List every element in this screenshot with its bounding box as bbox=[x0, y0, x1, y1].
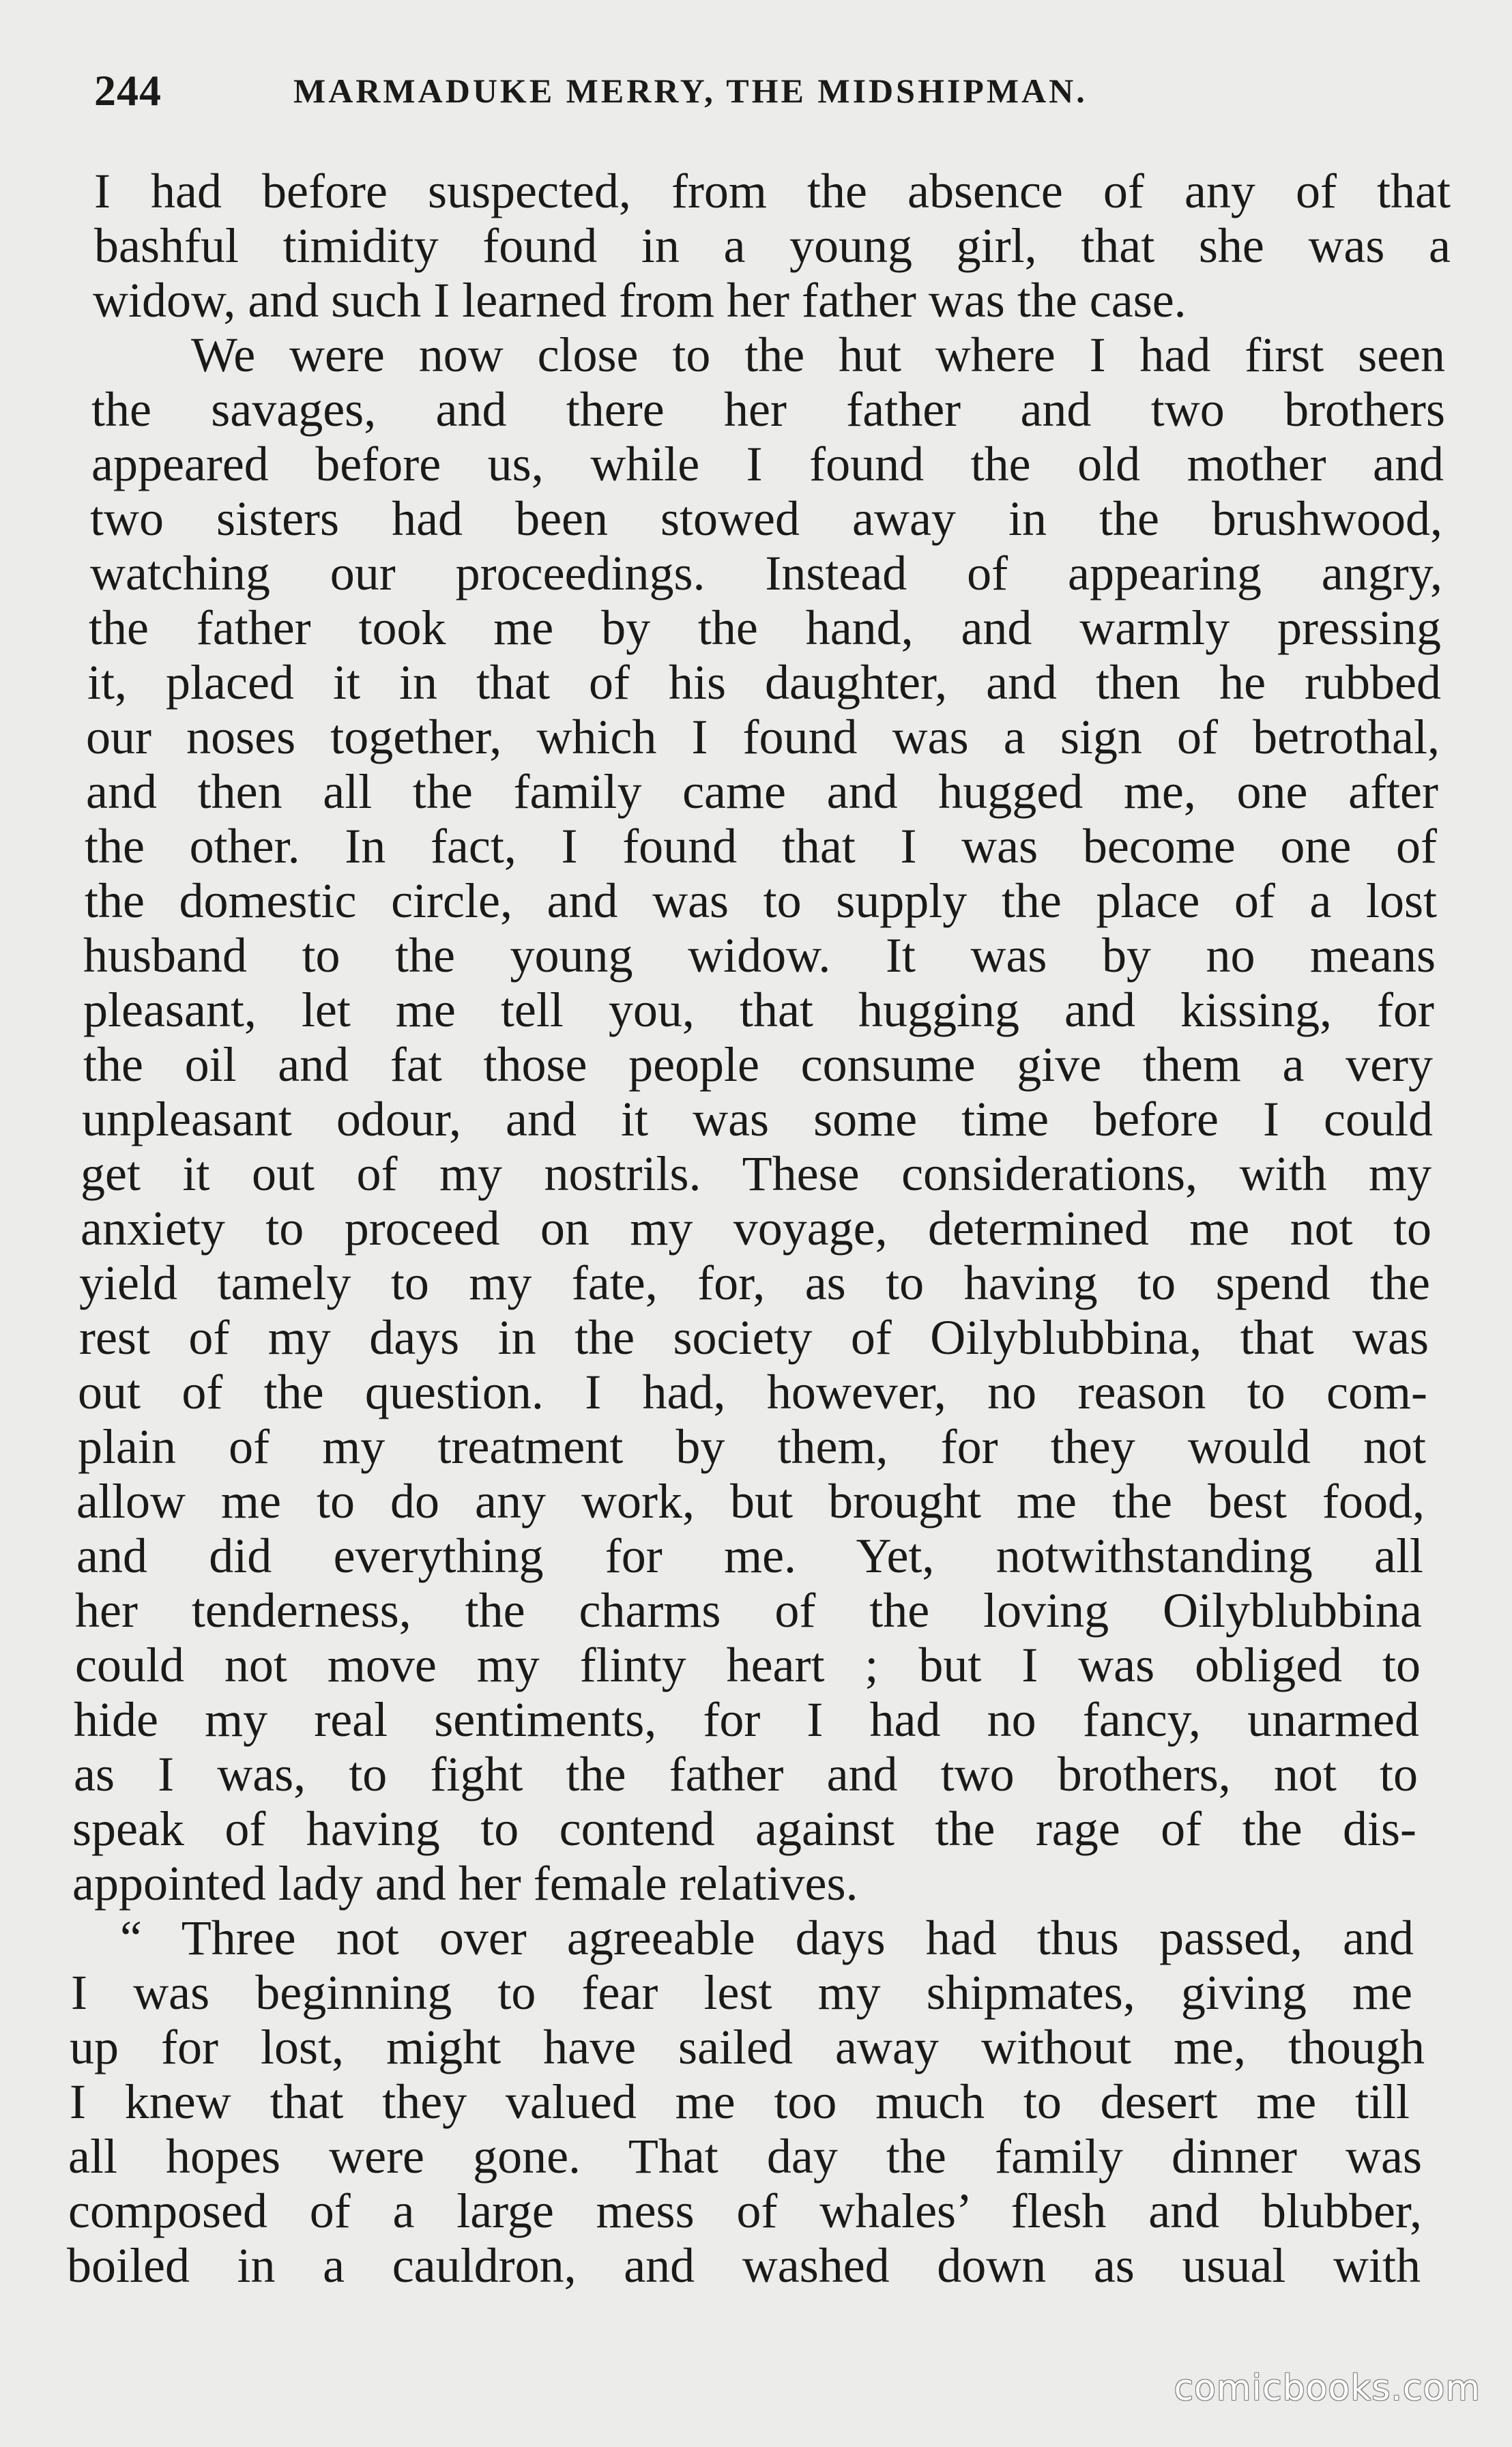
text-line: husband to the young widow. It was by no means bbox=[83, 928, 1436, 983]
text-line: could not move my flinty heart ; but I was obliged to bbox=[75, 1638, 1421, 1692]
text-line: and then all the family came and hugged me, one after bbox=[86, 764, 1438, 819]
text-line: plain of my treatment by them, for they would not bbox=[78, 1419, 1426, 1474]
text-line: two sisters had been stowed away in the brushwood, bbox=[90, 491, 1442, 546]
text-line: it, placed it in that of his daughter, and then he rubbed bbox=[87, 655, 1441, 710]
text-line: speak of having to contend against the rage of the dis- bbox=[72, 1801, 1416, 1856]
text-line: and did everything for me. Yet, notwithstanding all bbox=[76, 1529, 1423, 1583]
text-line: our noses together, which I found was a sign of betrothal, bbox=[86, 710, 1440, 764]
text-line: the savages, and there her father and two brothers bbox=[91, 382, 1445, 437]
text-line: widow, and such I learned from her father was the case. bbox=[93, 273, 1187, 328]
text-line: her tenderness, the charms of the loving Oilyblubbina bbox=[75, 1583, 1422, 1638]
text-line: as I was, to fight the father and two brothers, not to bbox=[74, 1747, 1418, 1801]
text-line: hide my real sentiments, for I had no fancy, unarmed bbox=[74, 1692, 1419, 1747]
text-line: bashful timidity found in a young girl, that she was a bbox=[94, 218, 1451, 273]
running-title: MARMADUKE MERRY, THE MIDSHIPMAN. bbox=[293, 72, 1088, 110]
text-line: up for lost, might have sailed away without me, though bbox=[70, 2020, 1425, 2074]
watermark: comicbooks.com bbox=[1174, 2368, 1481, 2409]
text-line: watching our proceedings. Instead of appearing angry, bbox=[90, 546, 1442, 600]
text-line: appointed lady and her female relatives. bbox=[72, 1856, 858, 1911]
text-line: the father took me by the hand, and warmly pressing bbox=[89, 600, 1441, 655]
text-line: rest of my days in the society of Oilyblubbina, that was bbox=[79, 1310, 1429, 1365]
text-line: boiled in a cauldron, and washed down as usual with bbox=[67, 2238, 1421, 2293]
text-line: composed of a large mess of whales’ flesh and blubber, bbox=[68, 2184, 1422, 2238]
text-line: “ Three not over agreeable days had thus passed, and bbox=[120, 1911, 1414, 1965]
text-line: I knew that they valued me too much to desert me till bbox=[70, 2074, 1410, 2129]
text-line: get it out of my nostrils. These considerations, with my bbox=[81, 1146, 1431, 1201]
text-line: I was beginning to fear lest my shipmates, giving me bbox=[71, 1965, 1412, 2020]
text-line: We were now close to the hut where I had first seen bbox=[191, 328, 1445, 382]
text-line: out of the question. I had, however, no reason to com- bbox=[78, 1365, 1427, 1419]
page-header bbox=[94, 60, 1411, 121]
text-line: I had before suspected, from the absence of any of that bbox=[94, 164, 1451, 218]
text-line: appeared before us, while I found the old mother and bbox=[91, 437, 1444, 491]
text-line: the domestic circle, and was to supply the place of a lost bbox=[85, 873, 1437, 928]
text-line: anxiety to proceed on my voyage, determined me not to bbox=[81, 1201, 1431, 1256]
text-line: the other. In fact, I found that I was become one of bbox=[85, 819, 1437, 873]
text-line: yield tamely to my fate, for, as to having to spend the bbox=[79, 1256, 1430, 1310]
text-line: allow me to do any work, but brought me the best food, bbox=[76, 1474, 1425, 1529]
page-number: 244 bbox=[94, 66, 162, 115]
text-line: the oil and fat those people consume give them a very bbox=[83, 1037, 1433, 1092]
text-line: pleasant, let me tell you, that hugging and kissing, for bbox=[83, 983, 1434, 1037]
text-line: all hopes were gone. That day the family dinner was bbox=[68, 2129, 1422, 2184]
text-line: unpleasant odour, and it was some time before I could bbox=[82, 1092, 1433, 1146]
